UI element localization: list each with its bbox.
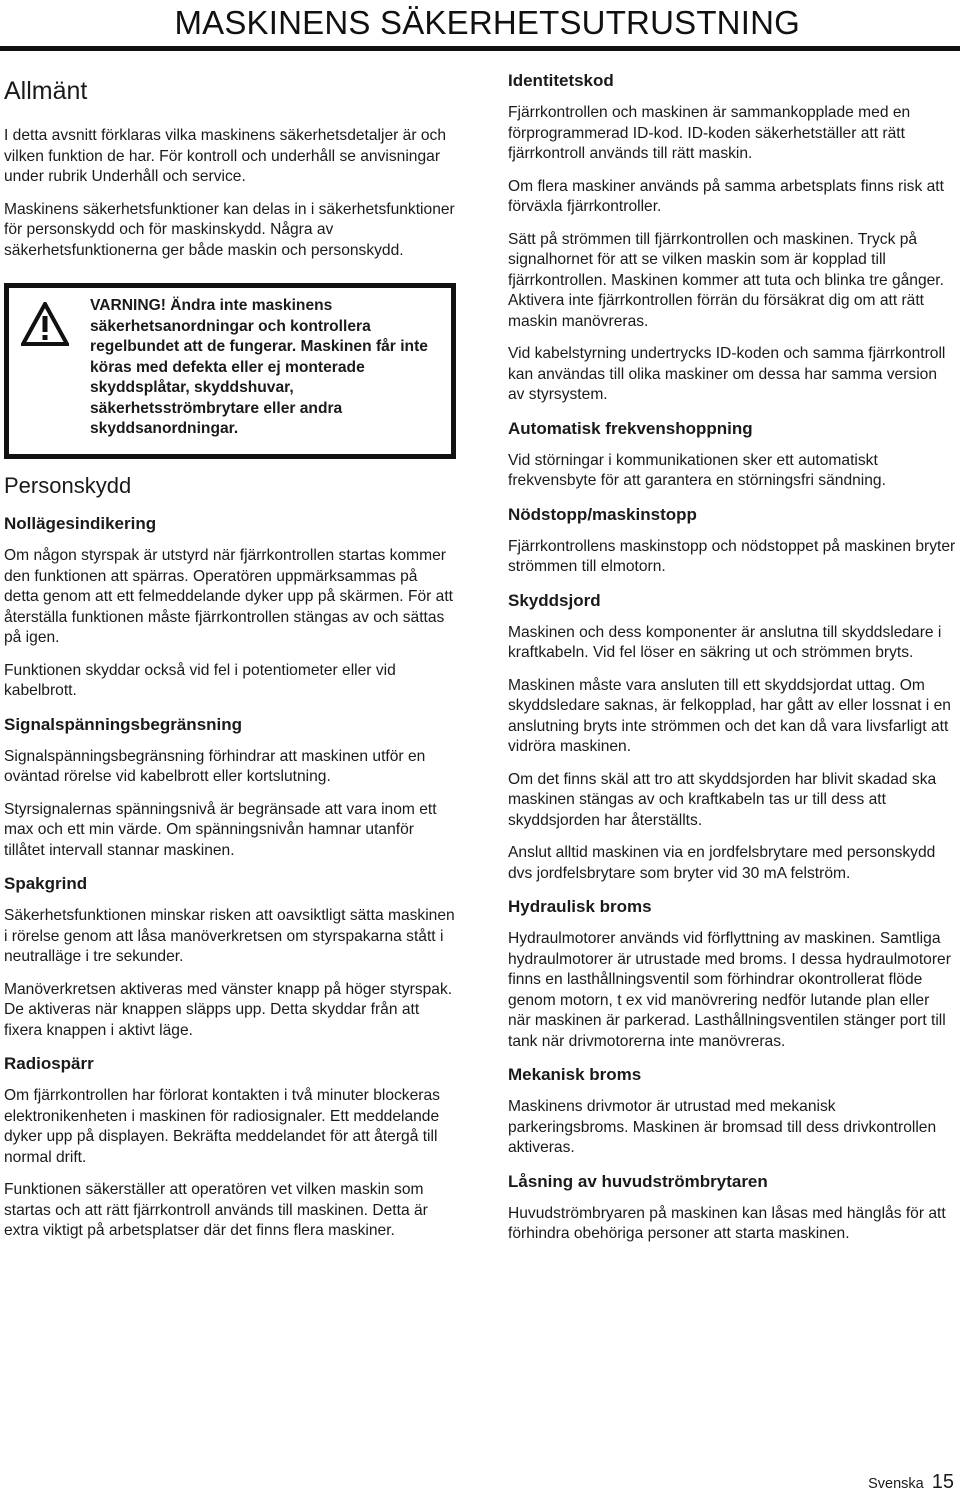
identity-paragraph-2: Om flera maskiner används på samma arbetsplats finns risk att förväxla fjärrkontroller.: [508, 177, 944, 215]
estop-paragraph-1: Fjärrkontrollens maskinstopp och nödstoppet på maskinen bryter strömmen till elmotorn.: [508, 537, 956, 575]
heading-identity-code: Identitetskod: [508, 71, 614, 90]
hydraulic-paragraph-1: Hydraulmotorer används vid förflyttning av maskinen. Samtliga hydraulmotorer är utrustade med broms. I dessa hydraulmotorer finns en lasthållningsventil som förhindrar okontrollerat flöde genom motorn, t ex vid manövrering nedför lutande plan eller när maskinen är parkerad. Lasthållningsventilen stänger port till tank när drivmotorerna inte manövreras.: [508, 930, 951, 1050]
mechanical-paragraph-1: Maskinens drivmotor är utrustad med mekanisk parkeringsbroms. Maskinen är bromsad till dess drivkontrollen aktiveras.: [508, 1098, 937, 1156]
heading-neutral-indication: Nollägesindikering: [4, 514, 157, 533]
heading-main-switch-lock: Låsning av huvudströmbrytaren: [508, 1171, 768, 1191]
frequency-paragraph-1: Vid störningar i kommunikationen sker ett automatiskt frekvensbyte för att garantera en störningsfri sändning.: [508, 451, 886, 489]
voltage-paragraph-1: Signalspänningsbegränsning förhindrar att maskinen utför en oväntad rörelse vid kabelbrott eller kortslutning.: [4, 747, 426, 785]
identity-paragraph-3: Sätt på strömmen till fjärrkontrollen och maskinen. Tryck på signalhornet för att se vilken maskin som är kopplad till fjärrkontrollen. Maskinen kommer att tuta och blinka tre gånger. Aktivera inte fjärrkontrollen förrän du försäkrat dig om att rätt maskin manövreras.: [508, 230, 944, 330]
lever-paragraph-1: Säkerhetsfunktionen minskar risken att oavsiktligt sätta maskinen i rörelse genom att låsa manöverkretsen om styrspakarna stått i neutralläge i tre sekunder.: [4, 907, 455, 965]
lever-paragraph-2: Manöverkretsen aktiveras med vänster knapp på höger styrspak. De aktiveras när knappen släpps upp. Detta skyddar från att fixera knappen i aktivt läge.: [4, 980, 453, 1039]
heading-protective-earth: Skyddsjord: [508, 590, 601, 610]
heading-personal-protection: Personskydd: [4, 473, 132, 498]
heading-general: Allmänt: [4, 77, 88, 105]
heading-radio-lock: Radiospärr: [4, 1054, 94, 1073]
earth-paragraph-3: Om det finns skäl att tro att skyddsjorden har blivit skadad ska maskinen stängas av och kraftkabeln tas ur till dess att skyddsjorden har återställts.: [508, 770, 937, 829]
earth-paragraph-4: Anslut alltid maskinen via en jordfelsbrytare med personskydd dvs jordfelsbrytare som bryter vid 30 mA felström.: [508, 844, 936, 882]
heading-emergency-stop: Nödstopp/maskinstopp: [508, 504, 697, 524]
radio-paragraph-1: Om fjärrkontrollen har förlorat kontakten i två minuter blockeras elektronikenheten i maskinen för radiosignaler. Ett meddelande dyker upp på displayen. Bekräfta meddelandet för att återgå till normal drift.: [4, 1087, 440, 1166]
radio-paragraph-2: Funktionen säkerställer att operatören vet vilken maskin som startas och att rätt fjärrkontroll används till maskinen. Detta är extra viktigt på arbetsplatser där det finns flera maskiner.: [4, 1181, 428, 1239]
footer-language: Svenska: [868, 1476, 924, 1492]
lock-paragraph-1: Huvudströmbryaren på maskinen kan låsas med hänglås för att förhindra obehöriga personer att starta maskinen.: [508, 1204, 946, 1242]
section-general: [4, 76, 456, 261]
page-title: MASKINENS SÄKERHETSUTRUSTNING: [174, 4, 800, 41]
neutral-paragraph-1: Om någon styrspak är utstyrd när fjärrkontrollen startas kommer den funktionen att spärras. Operatören uppmärksammas på detta genom att ett felmeddelande dyker upp på skärmen. För att återställa funktionen måste fjärrkontrollen stängas av och sättas på igen.: [4, 547, 454, 646]
warning-box: [4, 283, 456, 459]
earth-paragraph-2: Maskinen måste vara ansluten till ett skyddsjordat uttag. Om skyddsledare saknas, är felkopplad, har gått av eller lossnat i en anslutning bryts inte strömmen och det kan då vara livsfarligt att vidröra maskinen.: [508, 676, 951, 755]
heading-frequency-hopping: Automatisk frekvenshoppning: [508, 418, 753, 438]
warning-triangle-icon: [21, 302, 69, 346]
right-column: [508, 70, 956, 1257]
identity-paragraph-1: Fjärrkontrollen och maskinen är sammankopplade med en förprogrammerad ID-kod. ID-koden säkerhetställer att rätt fjärrkontroll används till rätt maskin.: [508, 104, 911, 162]
warning-text: VARNING! Ändra inte maskinens säkerhetsanordningar och kontrollera regelbundet att de fungerar. Maskinen får inte köras med defekta eller ej monterade skyddsplåtar, skyddshuvar, säkerhetsströmbrytare eller andra skyddsanordningar.: [90, 297, 428, 437]
page-footer: [868, 1471, 954, 1494]
heading-hydraulic-brake: Hydraulisk broms: [508, 897, 652, 916]
heading-mechanical-brake: Mekanisk broms: [508, 1065, 642, 1084]
identity-paragraph-4: Vid kabelstyrning undertrycks ID-koden och samma fjärrkontroll kan användas till olika maskiner om dessa har samma version av styrsystem.: [508, 345, 946, 403]
voltage-paragraph-2: Styrsignalernas spänningsnivå är begränsade att vara inom ett max och ett min värde. Om spänningsnivån hamnar utanför tillåtet intervall stannar maskinen.: [4, 800, 437, 859]
heading-signal-voltage: Signalspänningsbegränsning: [4, 714, 243, 734]
general-paragraph-1: I detta avsnitt förklaras vilka maskinens säkerhetsdetaljer är och vilken funktion de har. För kontroll och underhåll se anvisningar under rubrik Underhåll och service.: [4, 127, 447, 185]
section-personal-protection: [4, 473, 456, 1242]
heading-lever-gate: Spakgrind: [4, 874, 88, 893]
general-paragraph-2: Maskinens säkerhetsfunktioner kan delas in i säkerhetsfunktioner för personskydd och för maskinskydd. Några av säkerhetsfunktionerna ger både maskin och personskydd.: [4, 200, 455, 259]
neutral-paragraph-2: Funktionen skyddar också vid fel i potentiometer eller vid kabelbrott.: [4, 661, 396, 699]
header-rule: [0, 46, 960, 51]
page-number: 15: [931, 1471, 954, 1493]
earth-paragraph-1: Maskinen och dess komponenter är anslutna till skyddsledare i kraftkabeln. Vid fel löser en säkring ut och strömmen bryts.: [508, 623, 942, 661]
left-column: [4, 70, 456, 1254]
